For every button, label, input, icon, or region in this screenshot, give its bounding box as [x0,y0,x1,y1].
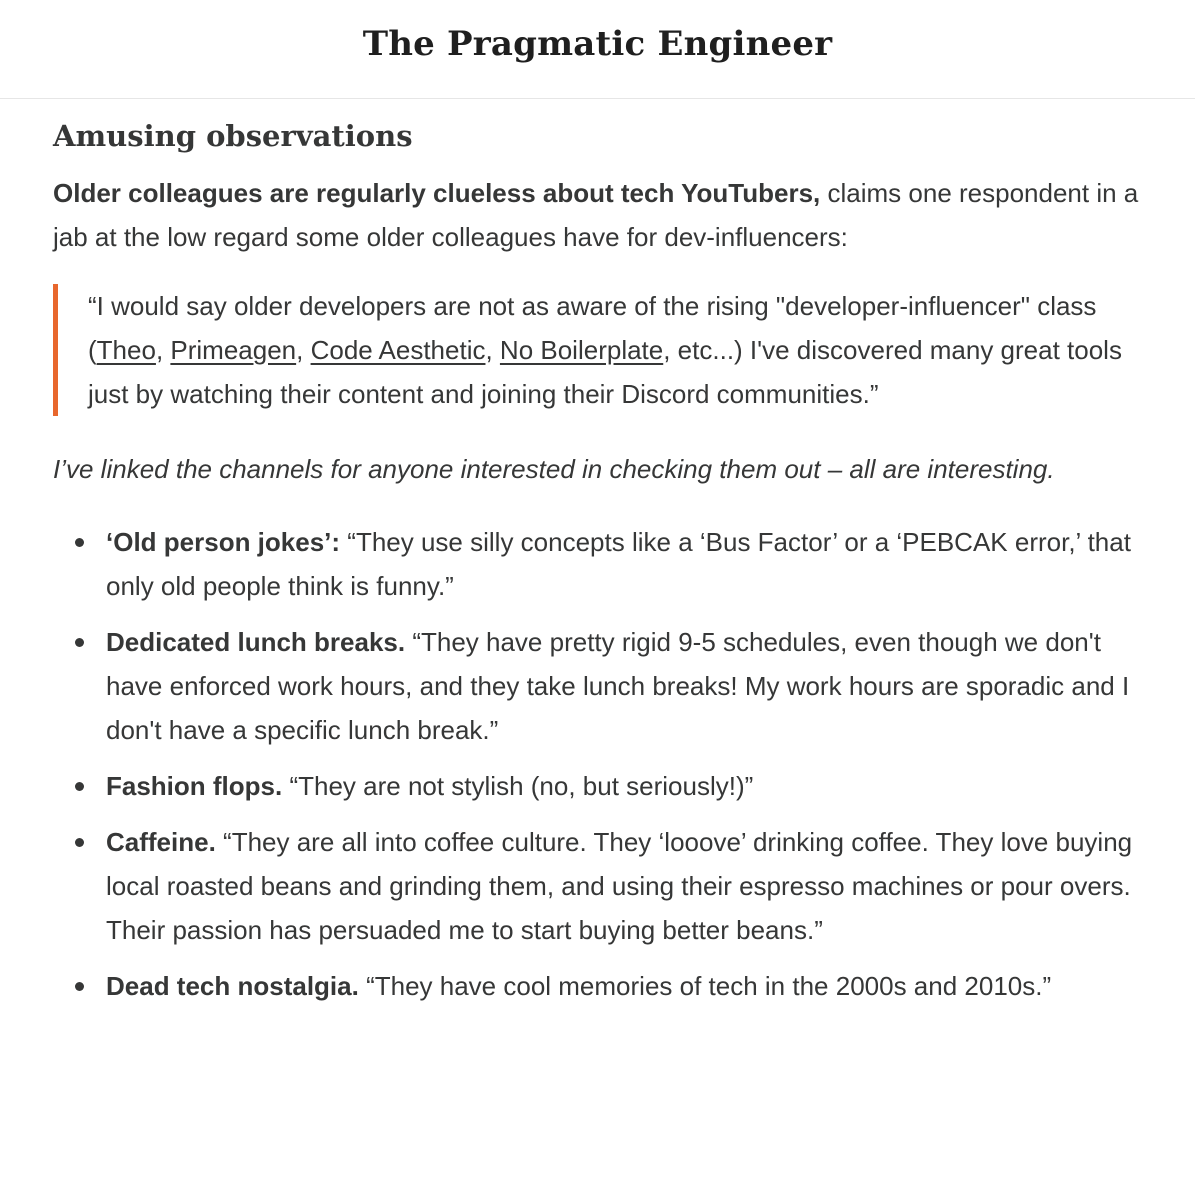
list-item-bold: Dedicated lunch breaks. [106,627,406,657]
list-item-bold: Dead tech nostalgia. [106,971,359,1001]
bullet-icon [75,982,84,991]
list-item [53,964,1142,1008]
intro-bold: Older colleagues are regularly clueless about tech YouTubers, [53,178,821,208]
bullet-icon [75,538,84,547]
list-item-bold: Caffeine. [106,827,216,857]
list-item-text: “They are not stylish (no, but seriously!)” [282,771,754,801]
quote-block [53,284,1142,416]
site-title[interactable]: The Pragmatic Engineer [362,24,833,64]
italic-note: I’ve linked the channels for anyone interested in checking them out – all are interesting. [53,454,1055,484]
list-item-bold: ‘Old person jokes’: [106,527,341,557]
link-no-boilerplate[interactable]: No Boilerplate [499,335,664,365]
section-heading: Amusing observations [53,119,413,153]
intro-paragraph [53,171,1142,259]
bullet-icon [75,638,84,647]
quote-close: , etc...) I've discovered many great tools just by watching their content and joining their Discord communities.” [88,335,1122,409]
list-item-text: “They have cool memories of tech in the 2000s and 2010s.” [358,971,1052,1001]
link-primeagen[interactable]: Primeagen [170,335,297,365]
observations-list [53,520,1142,1008]
intro-text: claims one respondent in a jab at the low regard some older colleagues have for dev-influencers: [53,178,1139,252]
list-item [53,520,1142,608]
article-body [0,118,1195,1008]
list-item-text: “They use silly concepts like a ‘Bus Factor’ or a ‘PEBCAK error,’ that only old people think is funny.” [106,527,1131,601]
list-item [53,820,1142,952]
quote-separator: , [296,335,311,365]
quote-open: “I would say older developers are not as aware of the rising "developer-influencer" class ( [88,291,1097,365]
list-item-text: “They have pretty rigid 9-5 schedules, even though we don't have enforced work hours, and they take lunch breaks! My work hours are sporadic and I don't have a specific lunch break.” [106,627,1130,745]
link-theo[interactable]: Theo [96,335,156,365]
site-header [0,0,1195,99]
list-item [53,764,1142,808]
list-item-bold: Fashion flops. [106,771,283,801]
link-code-aesthetic[interactable]: Code Aesthetic [310,335,486,365]
bullet-icon [75,838,84,847]
list-item-text: “They are all into coffee culture. They ‘looove’ drinking coffee. They love buying local roasted beans and grinding them, and using their espresso machines or pour overs. Their passion has persuaded me to start buying better beans.” [106,827,1133,945]
bullet-icon [75,782,84,791]
quote-separator: , [485,335,500,365]
list-item [53,620,1142,752]
quote-separator: , [155,335,171,365]
